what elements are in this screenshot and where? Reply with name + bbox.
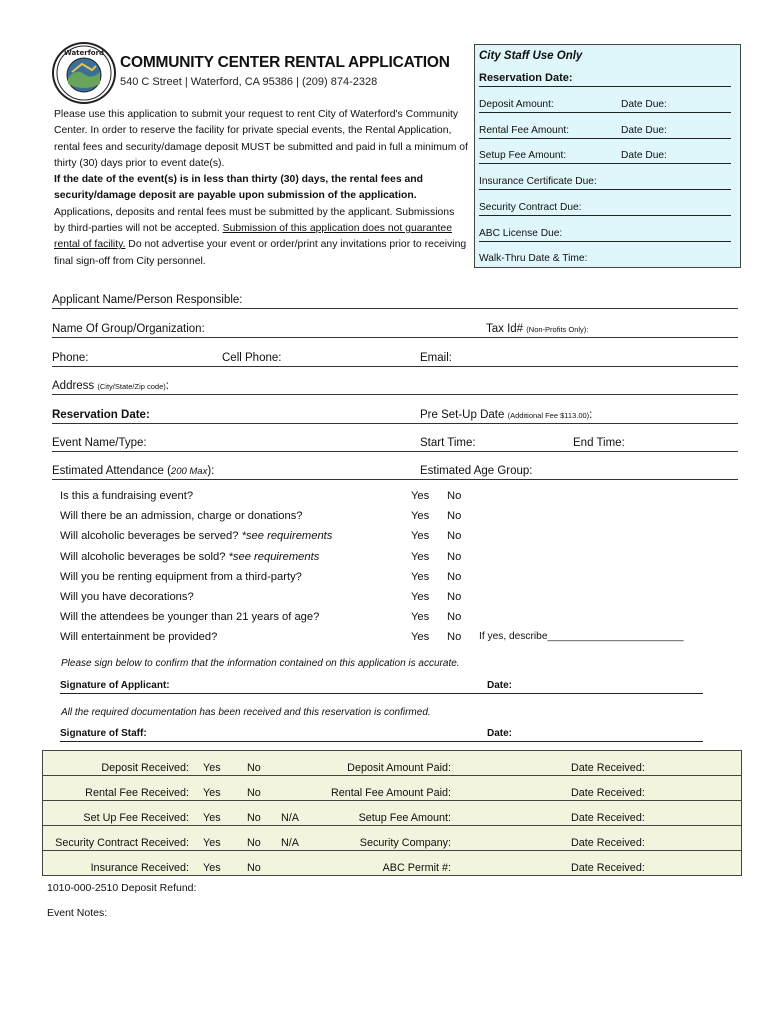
tax-id-label — [486, 321, 588, 338]
table-row — [43, 751, 741, 776]
tax-id-text: Tax Id# — [486, 323, 524, 335]
table-amount-label: Setup Fee Amount: — [358, 812, 451, 824]
table-date-label: Date Received: — [571, 812, 645, 824]
question-label: Will you be renting equipment from a third-party? — [60, 570, 302, 583]
table-amount-label: Rental Fee Amount Paid: — [330, 787, 451, 799]
staff-signature-date: Date: — [487, 728, 513, 739]
question-text — [60, 507, 303, 525]
reservation-date-label: Reservation Date: — [52, 409, 150, 421]
question-text — [60, 568, 302, 586]
cell-phone-label: Cell Phone: — [222, 352, 282, 364]
no-option[interactable]: No — [447, 530, 462, 543]
staff-rental-fee-amount[interactable] — [479, 123, 731, 139]
question-row — [60, 548, 740, 566]
table-row-label: Deposit Received: — [101, 762, 189, 774]
staff-rental-fee-label: Rental Fee Amount: — [479, 125, 570, 136]
staff-signature-field[interactable] — [60, 727, 703, 742]
staff-setup-date-due: Date Due: — [621, 150, 667, 161]
no-option[interactable]: No — [447, 550, 462, 563]
table-date-label: Date Received: — [571, 787, 645, 799]
staff-use-box — [474, 44, 741, 268]
table-row-label: Rental Fee Received: — [85, 787, 189, 799]
svg-text:Waterford: Waterford — [63, 49, 105, 57]
question-label: Will you have decorations? — [60, 591, 194, 603]
applicant-name-label: Applicant Name/Person Responsible: — [52, 294, 243, 306]
table-na-option[interactable]: N/A — [281, 837, 299, 849]
staff-signature-label: Signature of Staff: — [60, 728, 147, 739]
applicant-signature-field[interactable] — [60, 679, 703, 694]
staff-walk-thru[interactable] — [479, 251, 731, 266]
table-yes-option[interactable]: Yes — [203, 812, 221, 824]
question-label: Will alcoholic beverages be sold? — [60, 550, 229, 563]
describe-field[interactable]: If yes, describe________________________ — [479, 631, 684, 643]
question-requirements: *see requirements — [228, 550, 320, 563]
address-label — [52, 378, 169, 395]
table-yes-option[interactable]: Yes — [203, 762, 221, 774]
deposit-refund-label: 1010-000-2510 Deposit Refund: — [47, 882, 197, 894]
intro-text-end: Do not advertise your event or order/print any invitations prior to receiving final sign-off from City personnel. — [54, 239, 467, 267]
staff-abc-label: ABC License Due: — [479, 228, 563, 239]
tax-id-note: (Non-Profits Only): — [526, 325, 589, 334]
staff-setup-fee-amount[interactable] — [479, 148, 731, 164]
payment-tracking-table — [42, 750, 742, 876]
intro-text — [54, 107, 468, 270]
staff-reservation-date-label: Reservation Date: — [479, 72, 573, 84]
staff-deposit-date-due: Date Due: — [621, 99, 667, 110]
staff-setup-fee-label: Setup Fee Amount: — [479, 150, 567, 161]
pre-setup-note: (Additional Fee $113.00) — [507, 411, 590, 420]
age-group-label: Estimated Age Group: — [420, 465, 533, 477]
table-date-label: Date Received: — [571, 862, 645, 874]
intro-bold-text: If the date of the event(s) is in less than thirty (30) days, the rental fees and security/damage deposit are payable upon submission of the application. — [54, 174, 423, 202]
table-no-option[interactable]: No — [247, 762, 261, 774]
table-amount-label: ABC Permit #: — [382, 862, 451, 874]
staff-security-label: Security Contract Due: — [479, 202, 582, 213]
yes-option[interactable]: Yes — [411, 570, 430, 583]
table-date-label: Date Received: — [571, 837, 645, 849]
applicant-signature-date: Date: — [487, 680, 513, 691]
pre-setup-label — [420, 407, 592, 424]
question-requirements: *see requirements — [241, 530, 333, 543]
yes-option[interactable]: Yes — [411, 611, 430, 624]
question-row — [60, 608, 740, 626]
pre-setup-text: Pre Set-Up Date — [420, 409, 505, 421]
table-amount-label: Deposit Amount Paid: — [347, 762, 451, 774]
yes-option[interactable]: Yes — [411, 631, 430, 644]
table-no-option[interactable]: No — [247, 862, 261, 874]
email-label: Email: — [420, 352, 452, 364]
attendance-field[interactable] — [52, 463, 738, 480]
event-name-field[interactable] — [52, 435, 738, 452]
attendance-end: ): — [207, 465, 215, 477]
question-label: Will entertainment be provided? — [60, 631, 218, 644]
question-row — [60, 568, 740, 586]
address-text: Address — [52, 380, 95, 392]
table-date-label: Date Received: — [571, 762, 645, 774]
table-row-label: Insurance Received: — [90, 862, 189, 874]
table-row — [43, 826, 741, 851]
question-text — [60, 527, 332, 545]
question-label: Is this a fundraising event? — [60, 490, 194, 502]
table-yes-option[interactable]: Yes — [203, 837, 221, 849]
yes-option[interactable]: Yes — [411, 591, 430, 603]
page-title: COMMUNITY CENTER RENTAL APPLICATION — [120, 54, 450, 71]
table-na-option[interactable]: N/A — [281, 812, 299, 824]
phone-field[interactable] — [52, 350, 738, 367]
event-name-label: Event Name/Type: — [52, 437, 147, 449]
table-no-option[interactable]: No — [247, 787, 261, 799]
table-yes-option[interactable]: Yes — [203, 862, 221, 874]
no-option[interactable]: No — [447, 490, 462, 502]
question-row — [60, 487, 740, 505]
question-row — [60, 527, 740, 545]
intro-underline-text: Submission of this application does not guarantee rental of facility. — [54, 223, 452, 251]
group-name-label: Name Of Group/Organization: — [52, 323, 205, 335]
reservation-date-field[interactable] — [52, 407, 738, 424]
question-text — [60, 628, 217, 646]
no-option[interactable]: No — [447, 510, 462, 523]
address-field[interactable] — [52, 378, 738, 395]
staff-walk-thru-label: Walk-Thru Date & Time: — [479, 253, 588, 264]
city-seal-logo — [52, 42, 116, 104]
question-row — [60, 507, 740, 525]
staff-insurance-label: Insurance Certificate Due: — [479, 176, 597, 187]
question-label: Will the attendees be younger than 21 years of age? — [60, 611, 320, 624]
staff-deposit-amount-label: Deposit Amount: — [479, 99, 554, 110]
attendance-text: Estimated Attendance ( — [52, 465, 171, 477]
attendance-max: 200 Max — [170, 466, 208, 477]
no-option[interactable]: No — [447, 631, 462, 644]
intro-text-rest: Applications, deposits and rental fees must be submitted by the applicant. Submissions by third-parties will not be accepted. — [54, 206, 455, 235]
applicant-name-field[interactable] — [52, 292, 738, 309]
pre-setup-colon: : — [589, 409, 593, 421]
table-row — [43, 851, 741, 875]
table-yes-option[interactable]: Yes — [203, 787, 221, 799]
table-no-option[interactable]: No — [247, 812, 261, 824]
question-label: Will there be an admission, charge or donations? — [60, 510, 303, 523]
no-option[interactable]: No — [447, 570, 462, 583]
staff-insurance-due[interactable] — [479, 174, 731, 190]
start-time-label: Start Time: — [420, 437, 476, 449]
yes-option[interactable]: Yes — [411, 530, 430, 543]
staff-box-title: City Staff Use Only — [479, 50, 583, 62]
table-row — [43, 801, 741, 826]
phone-label: Phone: — [52, 352, 89, 364]
staff-deposit-amount[interactable] — [479, 97, 731, 113]
question-text — [60, 548, 319, 566]
applicant-signature-label: Signature of Applicant: — [60, 680, 170, 691]
yes-option[interactable]: Yes — [411, 550, 430, 563]
question-text — [60, 487, 193, 505]
staff-security-contract-due[interactable] — [479, 200, 731, 216]
address-line: 540 C Street | Waterford, CA 95386 | (209) 874-2328 — [120, 76, 378, 88]
table-row-label: Security Contract Received: — [55, 837, 189, 849]
intro-paragraph-1: Please use this application to submit your request to rent City of Waterford's Community Center. In order to reserve the facility for private special events, the Rental Application, rental fees and security/damage deposit MUST be submitted and paid in full a minimum of thirty (30) days prior to event date(s). — [54, 109, 468, 169]
staff-reservation-date[interactable] — [479, 71, 731, 87]
end-time-label: End Time: — [573, 437, 625, 449]
confirm-note: Please sign below to confirm that the information contained on this application is accurate. — [61, 658, 460, 669]
table-no-option[interactable]: No — [247, 837, 261, 849]
staff-rental-date-due: Date Due: — [621, 125, 667, 136]
table-row-label: Set Up Fee Received: — [83, 812, 189, 824]
table-amount-label: Security Company: — [359, 837, 451, 849]
address-colon: : — [165, 380, 169, 392]
question-label: Will alcoholic beverages be served? — [60, 530, 242, 543]
question-row — [60, 628, 740, 646]
event-notes-label: Event Notes: — [47, 907, 108, 919]
attendance-label — [52, 463, 214, 480]
staff-confirm-note: All the required documentation has been received and this reservation is confirmed. — [61, 707, 431, 718]
question-text — [60, 608, 319, 626]
yes-option[interactable]: Yes — [411, 510, 430, 523]
staff-abc-license-due[interactable] — [479, 226, 731, 242]
table-row — [43, 776, 741, 801]
group-name-field[interactable] — [52, 321, 738, 338]
no-option[interactable]: No — [447, 591, 462, 603]
question-row — [60, 588, 740, 606]
no-option[interactable]: No — [447, 611, 462, 624]
question-text — [60, 588, 194, 606]
address-note: (City/State/Zip code) — [97, 382, 166, 391]
yes-option[interactable]: Yes — [411, 490, 430, 502]
